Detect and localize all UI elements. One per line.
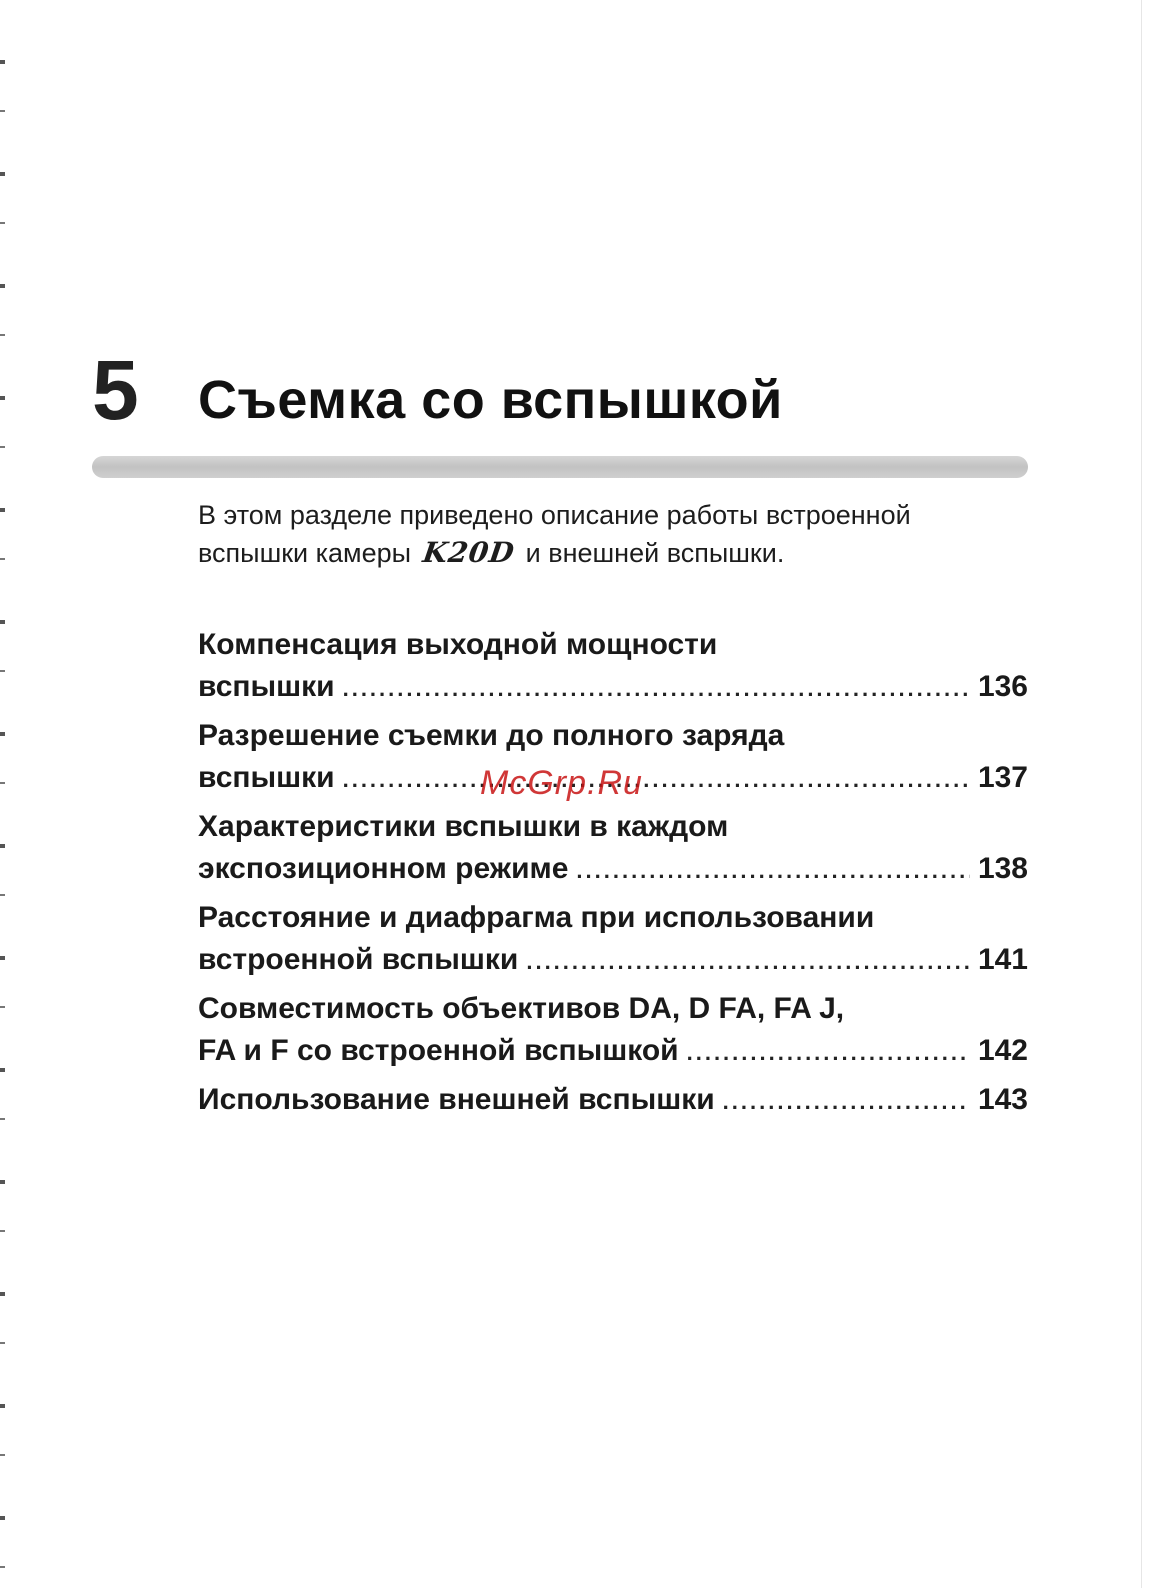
toc-entry-distance-aperture[interactable]: [198, 897, 1028, 983]
toc-entry-title: Использование внешней вспышки: [198, 1083, 715, 1116]
toc-entry-title-line2-row: [198, 1079, 1028, 1123]
chapter-number: 5: [92, 343, 139, 437]
toc-entry-title-line2: FA и F со встроенной вспышкой: [198, 1034, 679, 1067]
toc-entry-title-line2-row: [198, 666, 1028, 710]
chapter-header: [92, 340, 1022, 440]
toc-leader-dots: [723, 1081, 970, 1123]
intro-paragraph: [198, 496, 1038, 572]
toc-entry-title-line2-row: [198, 848, 1028, 892]
table-of-contents: [198, 624, 1028, 1123]
toc-entry-external-flash[interactable]: [198, 1079, 1028, 1123]
toc-entry-title-line2: экспозиционном режиме: [198, 852, 569, 885]
toc-leader-dots: [343, 668, 970, 710]
toc-leader-dots: [343, 759, 970, 801]
toc-entry-title-line2-row: [198, 1030, 1028, 1074]
toc-leader-dots: [526, 941, 970, 983]
toc-page-number: 141: [977, 943, 1028, 976]
toc-entry-title-line1: Совместимость объективов DA, D FA, FA J,: [198, 992, 845, 1025]
toc-leader-dots: [687, 1032, 970, 1074]
toc-entry-exposure-modes[interactable]: [198, 806, 1028, 892]
toc-entry-lens-compatibility[interactable]: [198, 988, 1028, 1074]
scan-edge-line: [1141, 0, 1142, 1588]
toc-page-number: 143: [977, 1083, 1028, 1116]
camera-model-logo: K20D: [420, 536, 517, 569]
chapter-title: Съемка со вспышкой: [198, 370, 783, 430]
toc-leader-dots: [576, 850, 970, 892]
toc-entry-title-line1: Компенсация выходной мощности: [198, 628, 718, 661]
toc-entry-title-line2-row: [198, 939, 1028, 983]
toc-entry-title-line2: вспышки: [198, 761, 335, 794]
toc-entry-title-line1: Разрешение съемки до полного заряда: [198, 719, 785, 752]
toc-entry-title-line1: Расстояние и диафрагма при использовании: [198, 901, 875, 934]
toc-page-number: 142: [977, 1034, 1028, 1067]
intro-text-before-logo: вспышки камеры: [198, 538, 412, 568]
toc-page-number: 136: [977, 670, 1028, 703]
toc-page-number: 137: [977, 761, 1028, 794]
intro-line-1: В этом разделе приведено описание работы встроенной: [198, 500, 911, 530]
toc-page-number: 138: [977, 852, 1028, 885]
scan-edge-marks: [0, 0, 5, 1588]
title-underline-bar: [92, 456, 1028, 478]
watermark-text: McGrp.Ru: [480, 764, 643, 802]
intro-text-after-logo: и внешней вспышки.: [525, 538, 785, 568]
toc-entry-compensation[interactable]: [198, 624, 1028, 710]
toc-entry-title-line2: встроенной вспышки: [198, 943, 519, 976]
intro-line-2: [198, 534, 1038, 572]
toc-entry-title-line2: вспышки: [198, 670, 335, 703]
toc-entry-title-line1: Характеристики вспышки в каждом: [198, 810, 729, 843]
